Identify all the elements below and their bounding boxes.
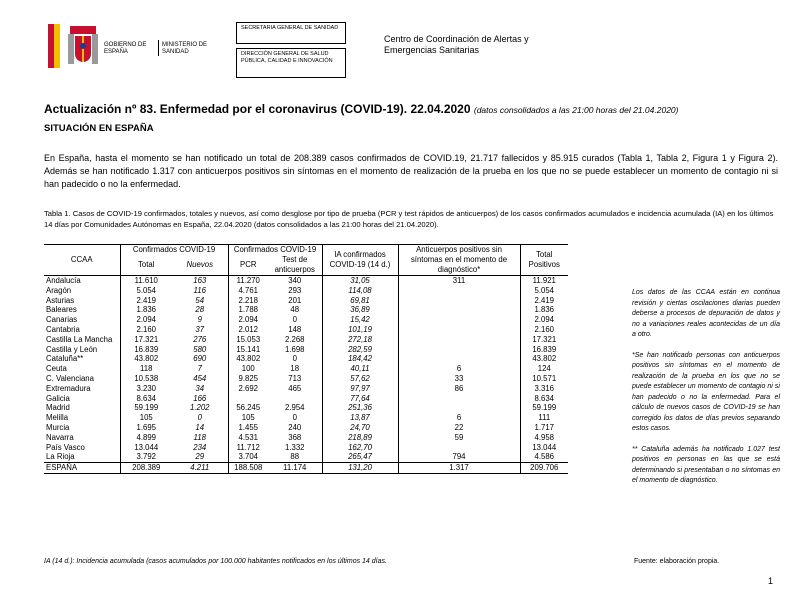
table-cell: 59.199 bbox=[120, 403, 172, 413]
table-cell: 124 bbox=[520, 364, 568, 374]
note-2: *Se han notificado personas con anticuerpos positivos sin síntomas en el momento de realización de la prueba en los que no se puede establecer un momento de contagio ni si han padecido o no la enfermedad. Para el cálculo de nuevos casos de COVID-19 se han corregido los datos de días previos separando estos casos. bbox=[632, 351, 780, 432]
table-cell: 10.571 bbox=[520, 374, 568, 384]
table-cell: 2.218 bbox=[228, 296, 268, 306]
header-group-confirmed-test: Confirmados COVID-19 bbox=[228, 245, 322, 256]
table-cell: 88 bbox=[290, 452, 300, 462]
table-cell: 8.634 bbox=[120, 394, 172, 404]
table-cell: 4.211 bbox=[172, 463, 228, 474]
table-cell: 2.094 bbox=[120, 315, 172, 325]
table-cell: 57,62 bbox=[322, 374, 398, 384]
flag-stripe-yellow bbox=[54, 24, 60, 68]
table-cell: Melilla bbox=[46, 413, 69, 423]
table-cell bbox=[398, 394, 520, 404]
table-cell: 101,19 bbox=[322, 325, 398, 335]
table-cell: 454 bbox=[193, 373, 207, 383]
centro-coordinacion: Centro de Coordinación de Alertas y Emergencias Sanitarias bbox=[384, 34, 529, 55]
table-cell: 2.419 bbox=[520, 296, 568, 306]
table-cell: Andalucía bbox=[46, 276, 81, 285]
note-1: Los datos de las CCAA están en continua revisión y ciertas oscilaciones diarias pueden deberse a procesos de depuración de datos y no a variaciones reales acontecidas de un día a otro. bbox=[632, 289, 780, 338]
table-cell: ESPAÑA bbox=[44, 463, 120, 474]
footnote-ia: IA (14 d.): Incidencia acumulada (casos acumulados por 100.000 habitantes notificados en los últimos 14 días. bbox=[44, 558, 387, 565]
logo-gobierno-text: GOBIERNO DE ESPAÑA bbox=[104, 42, 147, 55]
table-cell: 131,20 bbox=[322, 463, 398, 474]
table-cell: 100 bbox=[228, 364, 268, 374]
coat-of-arms-icon bbox=[66, 24, 100, 68]
header-anticuerpos: Anticuerpos positivos sin síntomas en el momento de diagnóstico* bbox=[398, 245, 520, 276]
table-cell: 465 bbox=[288, 383, 302, 393]
table-row bbox=[44, 345, 568, 355]
section-title: SITUACIÓN EN ESPAÑA bbox=[44, 123, 154, 134]
header-test: Test de anticuerpos bbox=[274, 255, 315, 274]
table-cell: 9 bbox=[197, 315, 202, 325]
table-cell: 163 bbox=[193, 276, 207, 285]
table-cell: Cataluña** bbox=[46, 354, 84, 364]
table-cell: 1.788 bbox=[228, 305, 268, 315]
table-cell: 5.054 bbox=[520, 286, 568, 296]
table-cell: 34 bbox=[195, 383, 205, 393]
title-subtitle: (datos consolidados a las 21:00 horas del 21.04.2020) bbox=[473, 105, 679, 115]
table-row bbox=[44, 364, 568, 374]
table-cell: 10.538 bbox=[120, 374, 172, 384]
table-cell: Ceuta bbox=[46, 364, 67, 374]
table-cell: 16.839 bbox=[520, 345, 568, 355]
page-number: 1 bbox=[768, 576, 774, 586]
table-cell: 29 bbox=[195, 452, 205, 462]
table-cell: 4.899 bbox=[120, 433, 172, 443]
header-ccaa: CCAA bbox=[70, 255, 93, 264]
table-cell: 59.199 bbox=[520, 403, 568, 413]
table-cell: 209.706 bbox=[520, 463, 568, 474]
table-cell: 713 bbox=[288, 373, 302, 383]
table-cell: País Vasco bbox=[46, 442, 85, 452]
table-cell: 2.160 bbox=[520, 325, 568, 335]
table-cell: Murcia bbox=[46, 422, 70, 432]
table-cell: 69,81 bbox=[322, 296, 398, 306]
table-cell bbox=[398, 325, 520, 335]
table-cell bbox=[398, 345, 520, 355]
table-cell: 15.053 bbox=[228, 335, 268, 345]
table-cell: 118 bbox=[193, 432, 206, 442]
table-cell: 59 bbox=[398, 433, 520, 443]
table-cell: 36,89 bbox=[322, 305, 398, 315]
table-cell: 2.160 bbox=[120, 325, 172, 335]
table-cell: 17.321 bbox=[120, 335, 172, 345]
table-cell: 234 bbox=[193, 442, 207, 452]
table-cell: 77,64 bbox=[322, 394, 398, 404]
table-cell bbox=[398, 443, 520, 453]
table-cell: 4.586 bbox=[520, 452, 568, 462]
table-cell: 48 bbox=[290, 305, 300, 315]
table-cell: 0 bbox=[292, 315, 297, 325]
table-cell: 15.141 bbox=[228, 345, 268, 355]
table-row bbox=[44, 384, 568, 394]
table-total-row bbox=[44, 463, 568, 474]
table-cell: 251,36 bbox=[322, 403, 398, 413]
table-cell: 28 bbox=[195, 305, 205, 315]
table-row bbox=[44, 413, 568, 423]
table-cell: 1.317 bbox=[398, 463, 520, 474]
note-3: ** Cataluña además ha notificado 1.027 test positivos en personas en las que se está determinando si presentaban o no síntomas en el momento de diagnóstico. bbox=[632, 445, 780, 484]
table-cell: 6 bbox=[398, 413, 520, 423]
table-cell: 24,70 bbox=[322, 423, 398, 433]
table-cell: 8.634 bbox=[520, 394, 568, 404]
table-cell: 3.792 bbox=[120, 452, 172, 462]
table-cell: 9.825 bbox=[228, 374, 268, 384]
table-cell bbox=[398, 286, 520, 296]
table-cell: 2.954 bbox=[284, 403, 305, 413]
table-cell: Aragón bbox=[46, 285, 72, 295]
table-cell: 11.921 bbox=[520, 276, 568, 286]
table-cell: 4.958 bbox=[520, 433, 568, 443]
table-cell: 272,18 bbox=[322, 335, 398, 345]
table-row bbox=[44, 374, 568, 384]
table-cell: Galicia bbox=[46, 393, 70, 403]
table-cell: 56.245 bbox=[228, 403, 268, 413]
table-cell: 794 bbox=[398, 452, 520, 462]
table-cell bbox=[398, 403, 520, 413]
table-cell: 43.802 bbox=[520, 354, 568, 364]
table-cell: 18 bbox=[290, 364, 300, 374]
table-cell: 293 bbox=[288, 285, 302, 295]
table-cell: 580 bbox=[193, 344, 207, 354]
table-cell: Cantabria bbox=[46, 324, 80, 334]
table-cell: 22 bbox=[398, 423, 520, 433]
table-cell: 33 bbox=[398, 374, 520, 384]
table-cell: 13.044 bbox=[120, 443, 172, 453]
table-body bbox=[44, 276, 568, 474]
table-cell: 116 bbox=[193, 285, 206, 295]
table-cell: Asturias bbox=[46, 295, 75, 305]
table-cell: Canarias bbox=[46, 315, 78, 325]
table-cell: 97,97 bbox=[322, 384, 398, 394]
table-cell: 2.012 bbox=[228, 325, 268, 335]
table-cell: 15,42 bbox=[322, 315, 398, 325]
source-note: Fuente: elaboración propia. bbox=[634, 558, 720, 565]
table-cell: 240 bbox=[288, 422, 302, 432]
table-cell: 311 bbox=[398, 276, 520, 286]
table-cell: 6 bbox=[398, 364, 520, 374]
cases-table bbox=[44, 244, 568, 474]
table-cell: 16.839 bbox=[120, 345, 172, 355]
table-cell: 2.268 bbox=[284, 334, 305, 344]
table-row bbox=[44, 403, 568, 413]
table-cell: 13.044 bbox=[520, 443, 568, 453]
table-cell: 4.761 bbox=[228, 286, 268, 296]
table-row bbox=[44, 315, 568, 325]
table-cell: 13,87 bbox=[322, 413, 398, 423]
table-cell bbox=[228, 394, 268, 404]
header-group-confirmed: Confirmados COVID-19 bbox=[120, 245, 228, 256]
table-cell: 43.802 bbox=[228, 354, 268, 364]
table-cell: 40,11 bbox=[322, 364, 398, 374]
table-cell: 17.321 bbox=[520, 335, 568, 345]
table-row bbox=[44, 423, 568, 433]
table-row bbox=[44, 394, 568, 404]
table-cell: 11.270 bbox=[228, 276, 268, 286]
table-row bbox=[44, 354, 568, 364]
table-row bbox=[44, 433, 568, 443]
table-cell: 114,08 bbox=[322, 286, 398, 296]
header-total-positivos: Total Positivos bbox=[520, 245, 568, 276]
table-cell: 11.610 bbox=[120, 276, 172, 286]
table-cell: 31,05 bbox=[322, 276, 398, 286]
logo-separator bbox=[158, 40, 159, 56]
table-cell: 2.419 bbox=[120, 296, 172, 306]
table-cell: 3.704 bbox=[228, 452, 268, 462]
table-cell: La Rioja bbox=[46, 452, 75, 462]
table-cell: 43.802 bbox=[120, 354, 172, 364]
table-cell: 148 bbox=[288, 324, 302, 334]
table-cell: 2.094 bbox=[228, 315, 268, 325]
table-cell: 4.531 bbox=[228, 433, 268, 443]
table-cell: 1.332 bbox=[284, 442, 305, 452]
table-cell bbox=[398, 315, 520, 325]
table-cell: 1.695 bbox=[120, 423, 172, 433]
table-cell: Navarra bbox=[46, 432, 74, 442]
table-cell: 5.054 bbox=[120, 286, 172, 296]
header-pcr: PCR bbox=[228, 255, 268, 276]
table-cell: 111 bbox=[520, 413, 568, 423]
table-cell: 105 bbox=[120, 413, 172, 423]
intro-paragraph: En España, hasta el momento se han notificado un total de 208.389 casos confirmados de COVID.19, 21.717 fallecidos y 85.915 curados (Tabla 1, Tabla 2, Figura 1 y Figura 2). Además se han notificado 1.317 con anticuerpos positivos sin síntomas en el momento de realización de la prueba en los que no se puede establecer un momento de contagio ni si han padecido o no la enfermedad. bbox=[44, 153, 778, 189]
table-cell: 184,42 bbox=[322, 354, 398, 364]
table-cell: 1.717 bbox=[520, 423, 568, 433]
table-cell: 282,59 bbox=[322, 345, 398, 355]
table-cell: 1.836 bbox=[120, 305, 172, 315]
table-cell: Castilla y León bbox=[46, 344, 98, 354]
table-cell: 54 bbox=[195, 295, 205, 305]
table-cell: 368 bbox=[288, 432, 302, 442]
table-cell: 340 bbox=[288, 276, 302, 285]
table-cell bbox=[398, 296, 520, 306]
table-cell bbox=[268, 394, 322, 404]
table-row bbox=[44, 296, 568, 306]
table-row bbox=[44, 452, 568, 462]
table-cell: Madrid bbox=[46, 403, 70, 413]
table-cell: 11.712 bbox=[228, 443, 268, 453]
table-cell: 3.230 bbox=[120, 384, 172, 394]
secretaria-box: SECRETARIA GENERAL DE SANIDAD bbox=[236, 22, 346, 44]
table-cell: 118 bbox=[120, 364, 172, 374]
table-cell: 0 bbox=[197, 413, 202, 423]
header-ia: IA confirmados COVID-19 (14 d.) bbox=[322, 245, 398, 276]
table-cell: 1.455 bbox=[228, 423, 268, 433]
table-cell: 3.316 bbox=[520, 384, 568, 394]
table-cell bbox=[398, 354, 520, 364]
table-caption: Tabla 1. Casos de COVID-19 confirmados, totales y nuevos, así como desglose por tipo de prueba (PCR y test rápidos de anticuerpos) de los casos confirmados acumulados e incidencia acumulada (IA) en los últimos 14 días por Comunidades Autónomas en España, 22.04.2020 (datos consolidados a las 21:00 horas del 21.04.2020). bbox=[44, 209, 774, 229]
table-cell: 690 bbox=[193, 354, 207, 364]
table-cell: 208.389 bbox=[120, 463, 172, 474]
page-title bbox=[44, 102, 679, 116]
table-cell: 2.692 bbox=[228, 384, 268, 394]
table-cell: 1.202 bbox=[189, 403, 210, 413]
table-row bbox=[44, 335, 568, 345]
table-cell: 105 bbox=[228, 413, 268, 423]
table-cell bbox=[398, 335, 520, 345]
table-cell: 1.836 bbox=[520, 305, 568, 315]
table-cell: 162,70 bbox=[322, 443, 398, 453]
table-row bbox=[44, 305, 568, 315]
table-cell: 265,47 bbox=[322, 452, 398, 462]
side-notes bbox=[632, 288, 780, 497]
table-cell: Baleares bbox=[46, 305, 77, 315]
table-cell: 2.094 bbox=[520, 315, 568, 325]
table-cell: 37 bbox=[195, 324, 205, 334]
table-cell bbox=[398, 305, 520, 315]
table-cell: Castilla La Mancha bbox=[46, 334, 113, 344]
header-total: Total bbox=[120, 255, 172, 276]
title-main: Actualización nº 83. Enfermedad por el coronavirus (COVID-19). 22.04.2020 bbox=[44, 102, 471, 116]
table-cell: 218,89 bbox=[322, 433, 398, 443]
direccion-box: DIRECCIÓN GENERAL DE SALUD PÚBLICA, CALIDAD E INNOVACIÓN bbox=[236, 48, 346, 78]
table-cell: 1.698 bbox=[284, 344, 305, 354]
table-cell: 276 bbox=[193, 334, 207, 344]
table-cell: 86 bbox=[398, 384, 520, 394]
table-cell: 11.174 bbox=[268, 463, 322, 474]
table-cell: 201 bbox=[288, 295, 302, 305]
table-cell: 0 bbox=[292, 413, 297, 423]
table-row bbox=[44, 325, 568, 335]
table-row bbox=[44, 286, 568, 296]
table-cell: Extremadura bbox=[46, 383, 91, 393]
table-cell: 166 bbox=[193, 393, 207, 403]
logo-ministerio-text: MINISTERIO DE SANIDAD bbox=[162, 42, 208, 55]
table-row bbox=[44, 276, 568, 286]
government-logo bbox=[44, 20, 234, 72]
table-cell: 188.508 bbox=[228, 463, 268, 474]
header-nuevos: Nuevos bbox=[186, 260, 213, 269]
table-cell: 14 bbox=[195, 422, 205, 432]
table-row bbox=[44, 443, 568, 453]
table-cell: 0 bbox=[292, 354, 297, 364]
table-cell: C. Valenciana bbox=[46, 373, 94, 383]
table-cell: 7 bbox=[197, 364, 202, 374]
